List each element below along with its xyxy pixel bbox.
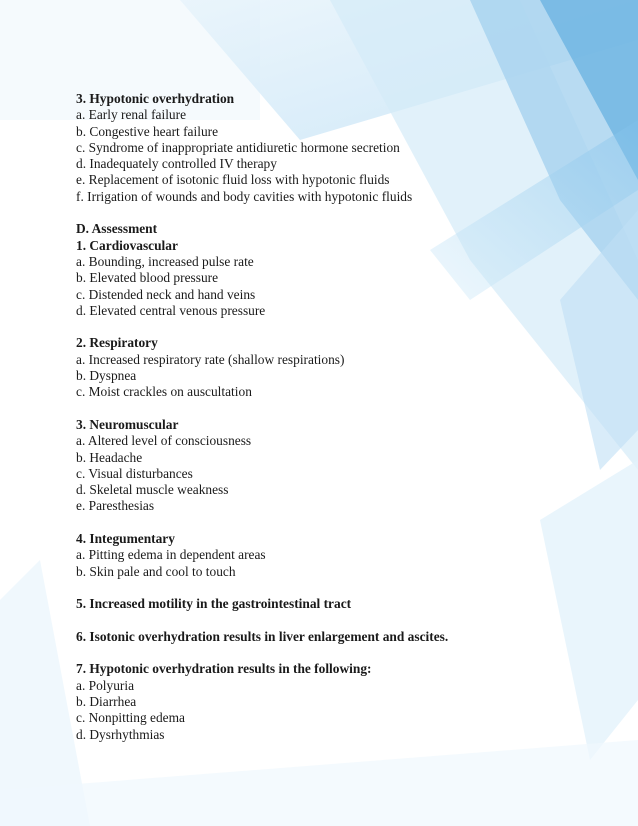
list-item: c. Nonpitting edema <box>76 710 185 726</box>
list-item: a. Pitting edema in dependent areas <box>76 547 266 563</box>
spacer <box>76 205 596 221</box>
section-heading: 2. Respiratory <box>76 335 158 351</box>
section-heading: 7. Hypotonic overhydration results in the following: <box>76 661 372 677</box>
section-heading: 5. Increased motility in the gastrointestinal tract <box>76 596 352 612</box>
list-item: d. Elevated central venous pressure <box>76 302 266 318</box>
list-item: c. Moist crackles on auscultation <box>76 384 252 400</box>
list-item: d. Dysrhythmias <box>76 726 165 742</box>
section-heading: 3. Neuromuscular <box>76 416 179 432</box>
list-item: b. Elevated blood pressure <box>76 270 219 286</box>
list-item: c. Syndrome of inappropriate antidiuretic hormone secretion <box>76 139 400 155</box>
list-item: b. Skin pale and cool to touch <box>76 563 236 579</box>
section-heading: 4. Integumentary <box>76 531 175 547</box>
list-item: f. Irrigation of wounds and body cavities with hypotonic fluids <box>76 188 413 204</box>
list-item: b. Diarrhea <box>76 693 137 709</box>
list-item: a. Increased respiratory rate (shallow respirations) <box>76 351 345 367</box>
list-item: b. Congestive heart failure <box>76 123 219 139</box>
section-heading: 3. Hypotonic overhydration <box>76 91 235 106</box>
spacer <box>76 515 596 531</box>
section-heading: 1. Cardiovascular <box>76 237 178 253</box>
spacer <box>76 580 596 596</box>
list-item: a. Polyuria <box>76 677 135 693</box>
list-item: a. Bounding, increased pulse rate <box>76 253 254 269</box>
document-body <box>76 91 596 743</box>
list-item: e. Replacement of isotonic fluid loss with hypotonic fluids <box>76 172 390 188</box>
section-heading: 6. Isotonic overhydration results in liver enlargement and ascites. <box>76 628 449 644</box>
list-item: d. Skeletal muscle weakness <box>76 482 229 498</box>
spacer <box>76 613 596 629</box>
list-item: e. Paresthesias <box>76 498 155 514</box>
spacer <box>76 319 596 335</box>
list-item: a. Altered level of consciousness <box>76 433 252 449</box>
list-item: b. Dyspnea <box>76 368 137 384</box>
spacer <box>76 645 596 661</box>
bottom-band <box>0 740 638 826</box>
list-item: b. Headache <box>76 449 143 465</box>
list-item: c. Visual disturbances <box>76 465 193 481</box>
assessment-title: D. Assessment <box>76 221 158 237</box>
list-item: a. Early renal failure <box>76 107 187 123</box>
list-item: c. Distended neck and hand veins <box>76 286 256 302</box>
list-item: d. Inadequately controlled IV therapy <box>76 156 277 172</box>
spacer <box>76 401 596 417</box>
